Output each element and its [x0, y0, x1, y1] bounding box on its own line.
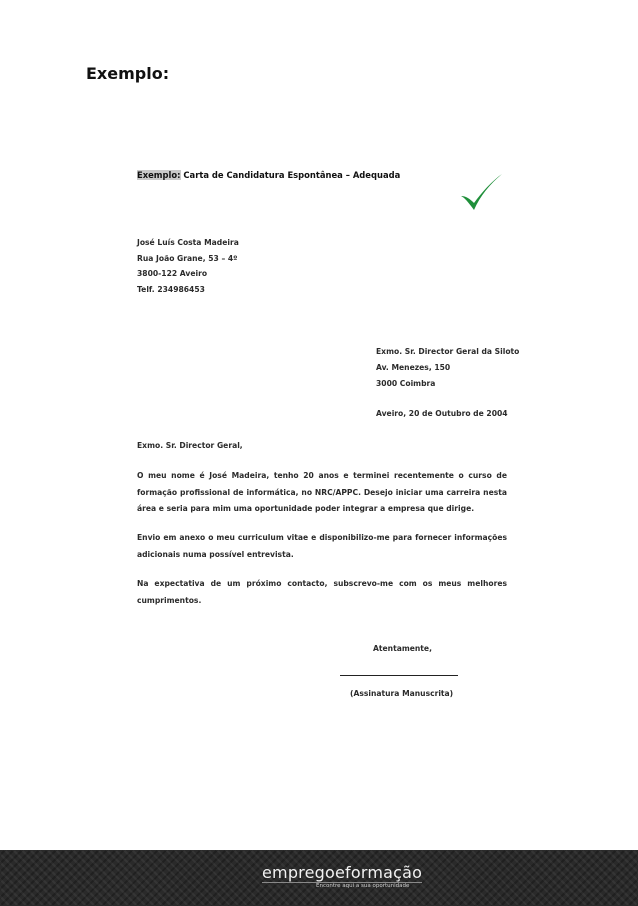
paragraph-attachment: Envio em anexo o meu curriculum vitae e disponibilizo-me para fornecer informações adicionais numa possível entrevista.	[137, 533, 507, 559]
brand-logo	[262, 864, 422, 890]
letter-title-text: Carta de Candidatura Espontânea – Adequada	[180, 170, 401, 180]
brand-tagline: Encontre aqui a sua oportunidade	[316, 883, 410, 889]
signature-line	[340, 675, 458, 676]
footer-banner	[0, 850, 638, 906]
letter-title-highlight: Exemplo:	[137, 170, 181, 180]
brand-name: empregoeformação	[262, 863, 423, 882]
letter-title	[137, 170, 400, 180]
recipient-street: Av. Menezes, 150	[376, 363, 451, 372]
sender-name: José Luís Costa Madeira	[137, 238, 239, 247]
signature-caption: (Assinatura Manuscrita)	[350, 689, 454, 698]
recipient-city: 3000 Coimbra	[376, 379, 436, 388]
letter-date: Aveiro, 20 de Outubro de 2004	[376, 409, 508, 418]
recipient-name: Exmo. Sr. Director Geral da Siloto	[376, 347, 520, 356]
checkmark-icon	[458, 172, 504, 216]
closing-line: Atentamente,	[373, 644, 432, 653]
paragraph-intro: O meu nome é José Madeira, tenho 20 anos e terminei recentemente o curso de formação profissional de informática, no NRC/APPC. Desejo iniciar uma carreira nesta área e seria para mim uma oportunidade poder integrar a empresa que dirige.	[137, 471, 507, 513]
sender-street: Rua João Grane, 53 – 4º	[137, 254, 238, 263]
page-heading: Exemplo:	[86, 64, 170, 83]
salutation: Exmo. Sr. Director Geral,	[137, 441, 243, 450]
paragraph-closing: Na expectativa de um próximo contacto, subscrevo-me com os meus melhores cumprimentos.	[137, 579, 507, 605]
sender-city: 3800-122 Aveiro	[137, 269, 208, 278]
brand-underline	[262, 882, 422, 883]
sender-phone: Telf. 234986453	[137, 285, 205, 294]
